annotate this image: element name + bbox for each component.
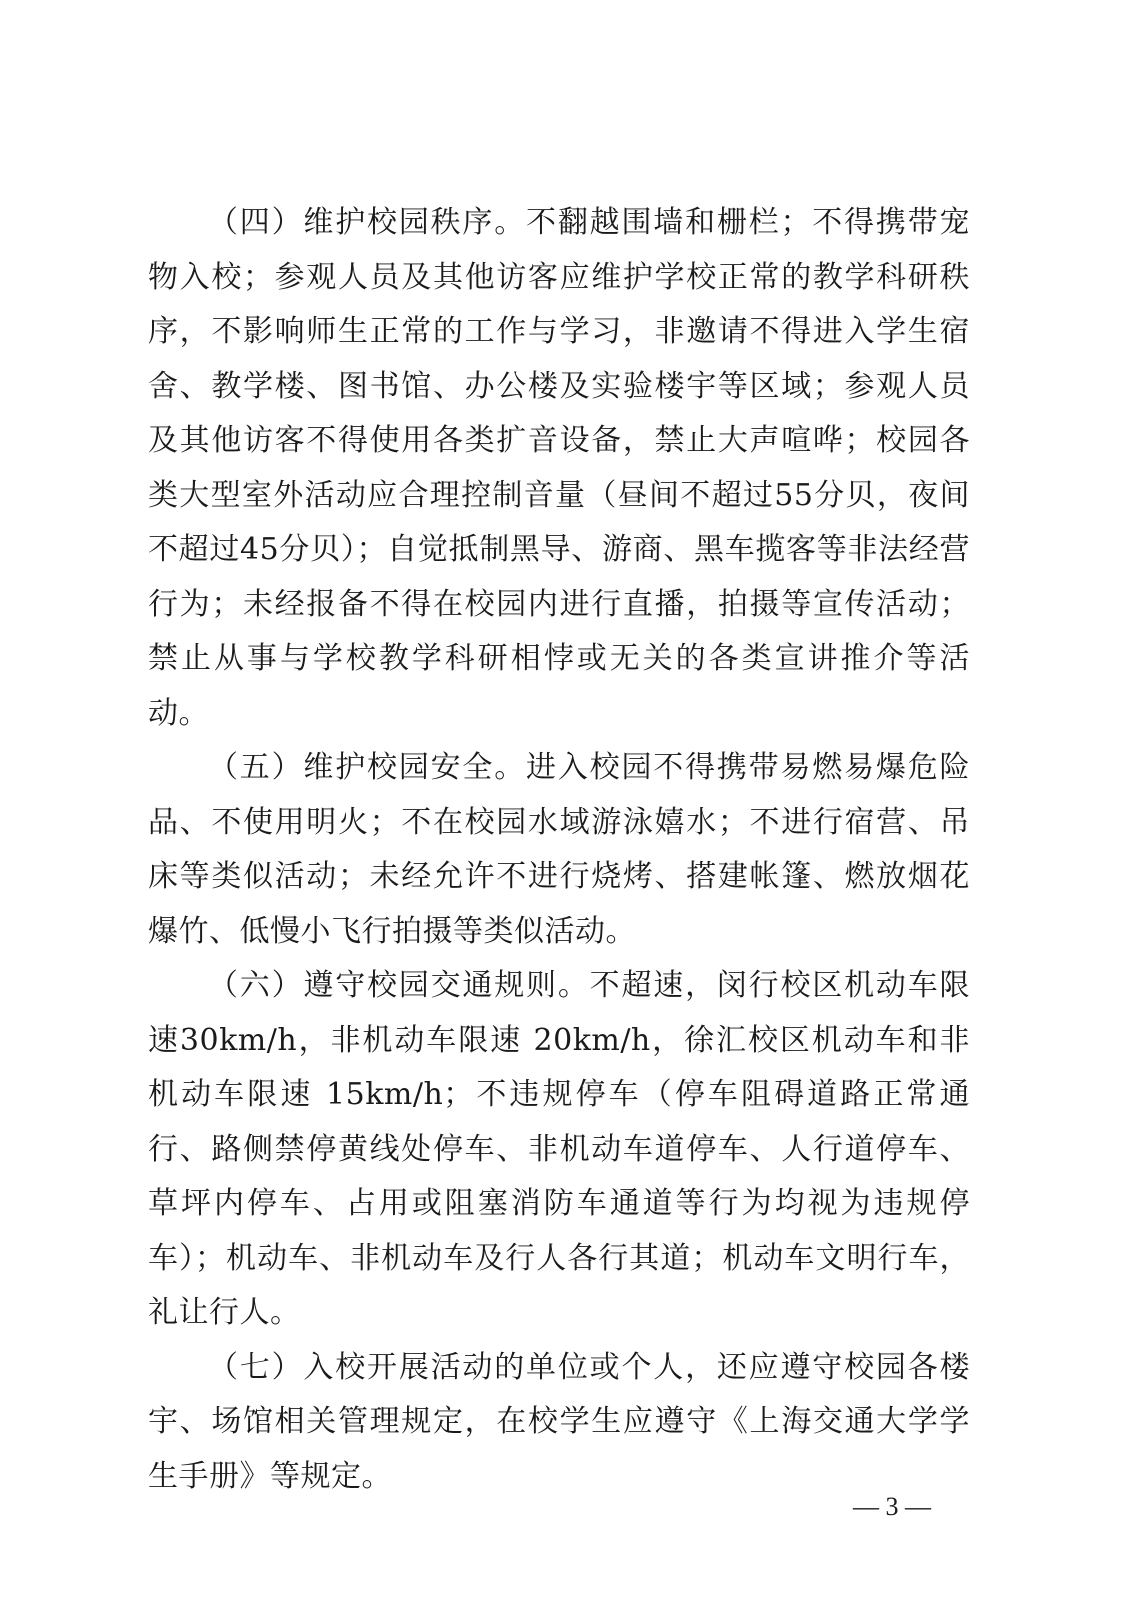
page-number: — 3 — — [853, 1492, 931, 1521]
paragraph-campus-safety: （五）维护校园安全。进入校园不得携带易燃易爆危险品、不使用明火；不在校园水域游泳嬉水；不进行宿营、吊床等类似活动；未经允许不进行烧烤、搭建帐篷、燃放烟花爆竹、低慢小飞行拍摄等类似活动。 — [148, 750, 970, 949]
paragraph-campus-order: （四）维护校园秩序。不翻越围墙和栅栏；不得携带宠物入校；参观人员及其他访客应维护学校正常的教学科研秩序，不影响师生正常的工作与学习，非邀请不得进入学生宿舍、教学楼、图书馆、办公楼及实验楼宇等区域；参观人员及其他访客不得使用各类扩音设备，禁止大声喧哗；校园各类大型室外活动应合理控制音量（昼间不超过55分贝，夜间不超过45分贝）；自觉抵制黑导、游商、黑车揽客等非法经营行为；未经报备不得在校园内进行直播，拍摄等宣传活动；禁止从事与学校教学科研相悖或无关的各类宣讲推介等活动。 — [148, 205, 970, 731]
paragraph-traffic-rules: （六）遵守校园交通规则。不超速，闵行校区机动车限速30km/h，非机动车限速 20km/h，徐汇校区机动车和非机动车限速 15km/h；不违规停车（停车阻碍道路正常通行、路侧禁停黄线处停车、非机动车道停车、人行道停车、草坪内停车、占用或阻塞消防车通道等行为均视为违规停车）；机动车、非机动车及行人各行其道；机动车文明行车，礼让行人。 — [148, 968, 970, 1330]
paragraph-activity-rules: （七）入校开展活动的单位或个人，还应遵守校园各楼宇、场馆相关管理规定，在校学生应遵守《上海交通大学学生手册》等规定。 — [148, 1349, 970, 1494]
document-body — [148, 196, 970, 1504]
